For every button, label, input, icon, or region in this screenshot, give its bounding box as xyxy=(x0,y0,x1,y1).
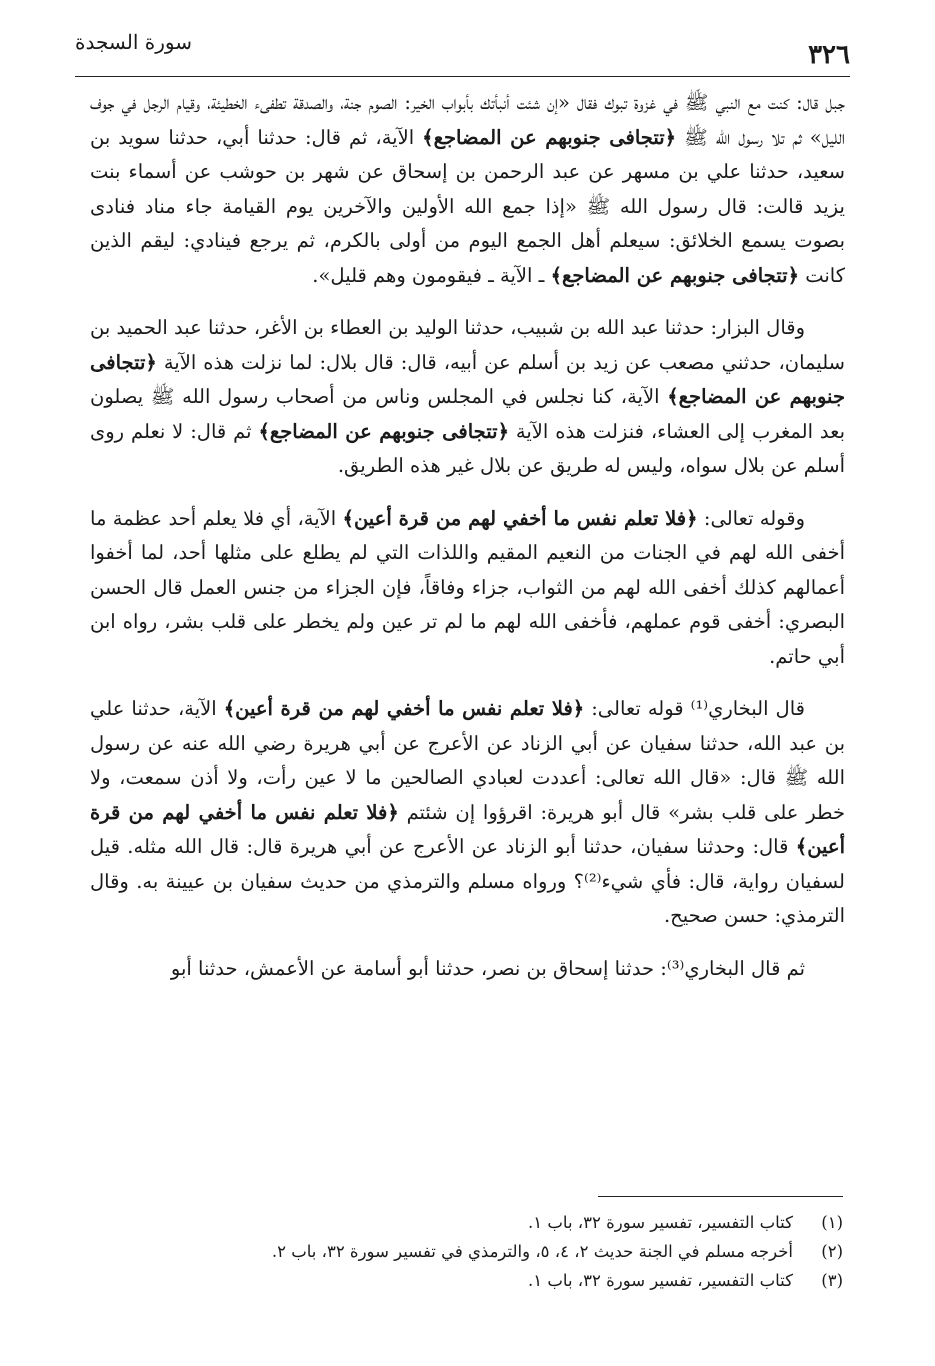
footnote xyxy=(90,1266,843,1295)
paragraph xyxy=(90,86,845,293)
text-run: ثم قال البخاري xyxy=(684,956,805,980)
quran-verse: ﴿تتجافى جنوبهم عن المضاجع﴾ xyxy=(550,263,799,287)
page-header xyxy=(75,30,850,77)
quran-verse: ﴿تتجافى جنوبهم عن المضاجع﴾ xyxy=(90,350,845,408)
text-run: وقال البزار: حدثنا عبد الله بن شبيب، حدثنا الوليد بن العطاء بن الأغر، حدثنا عبد الحميد بن سليمان، حدثني مصعب عن زيد بن أسلم عن أبيه، قال: قال بلال: لما نزلت هذه الآية xyxy=(90,316,845,374)
footnote-text: كتاب التفسير، تفسير سورة ٣٢، باب ١. xyxy=(528,1271,793,1290)
text-run: ـ الآية ـ فيقومون وهم قليل». xyxy=(312,263,551,287)
text-run: ثم قال: لا نعلم روى أسلم عن بلال سواه، وليس له طريق عن بلال غير هذه الطريق. xyxy=(90,419,845,477)
quran-verse: ﴿تتجافى جنوبهم عن المضاجع﴾ xyxy=(258,419,510,443)
text-run: ⁽¹⁾ xyxy=(690,697,709,720)
footnote xyxy=(90,1237,843,1266)
body-text xyxy=(90,86,845,1004)
text-run: قال: وحدثنا سفيان، حدثنا أبو الزناد عن الأعرج عن أبي هريرة قال: قال الله مثله. قيل لسفيان رواية، قال: فأي شيء xyxy=(90,835,845,893)
footnotes xyxy=(90,1208,843,1295)
footnote-text: أخرجه مسلم في الجنة حديث ٢، ٤، ٥، والترمذي في تفسير سورة ٣٢، باب ٢. xyxy=(271,1242,793,1261)
text-run: ⁽²⁾ xyxy=(584,869,602,893)
quran-verse: ﴿تتجافى جنوبهم عن المضاجع﴾ xyxy=(422,125,677,149)
text-run: قال البخاري xyxy=(708,697,805,720)
text-run: ؟ ورواه مسلم والترمذي من حديث سفيان بن عيينة به. وقال الترمذي: حسن صحيح. xyxy=(90,869,845,927)
quran-verse: ﴿فلا تعلم نفس ما أخفي لهم من قرة أعين﴾ xyxy=(90,800,845,858)
footnote-number: (١) xyxy=(821,1213,843,1232)
quran-verse: ﴿فلا تعلم نفس ما أخفي لهم من قرة أعين﴾ xyxy=(342,506,698,530)
footnote-number: (٢) xyxy=(821,1242,843,1261)
paragraph xyxy=(90,311,845,484)
paragraph xyxy=(90,952,845,987)
text-run: قوله تعالى: xyxy=(584,697,691,720)
text-run: وقوله تعالى: xyxy=(697,506,805,530)
text-run: الآية، كنا نجلس في المجلس وناس من أصحاب رسول الله ﷺ يصلون بعد المغرب إلى العشاء، فنزلت هذه الآية xyxy=(90,385,845,443)
footnote-divider xyxy=(598,1196,843,1197)
text-run: الآية، أي فلا يعلم أحد عظمة ما أخفى الله لهم في الجنات من النعيم المقيم واللذات التي لم يطلع على مثلها أحد، لما أخفوا أعمالهم كذلك أخفى الله لهم من الثواب، جزاء وفاقاً، فإن الجزاء من جنس العمل قال الحسن البصري: أخفى قوم عملهم، فأخفى الله لهم ما لم تر عين ولم يخطر على قلب بشر، رواه ابن أبي حاتم. xyxy=(90,506,845,668)
footnote-text: كتاب التفسير، تفسير سورة ٣٢، باب ١. xyxy=(528,1213,793,1232)
footnote-number: (٣) xyxy=(821,1271,843,1290)
surah-title: سورة السجدة xyxy=(75,30,192,54)
footnote xyxy=(90,1208,843,1237)
quran-verse: ﴿فلا تعلم نفس ما أخفي لهم من قرة أعين﴾ xyxy=(223,697,585,720)
paragraph xyxy=(90,692,845,934)
page-number: ٣٢٦ xyxy=(808,40,850,70)
text-run: : حدثنا إسحاق بن نصر، حدثنا أبو أسامة عن الأعمش، حدثنا أبو xyxy=(170,956,667,980)
text-run: جبل قال: كنت مع النبي ﷺ في غزوة تبوك فقال «إن شئت أنبأتك بأبواب الخير: الصوم جنة، والصدقة تطفىء الخطيئة، وقيام الرجل في جوف الليل» ثم تلا رسول الله ﷺ xyxy=(90,91,845,149)
paragraph xyxy=(90,502,845,675)
text-run: الآية، ثم قال: حدثنا أبي، حدثنا سويد بن سعيد، حدثنا علي بن مسهر عن عبد الرحمن بن إسحاق عن شهر بن حوشب عن أسماء بنت يزيد قالت: قال رسول الله ﷺ «إذا جمع الله الأولين والآخرين يوم القيامة جاء مناد فنادى بصوت يسمع الخلائق: سيعلم أهل الجمع اليوم من أولى بالكرم، ثم يرجع فينادي: ليقم الذين كانت xyxy=(90,125,845,287)
text-run: ⁽³⁾ xyxy=(666,956,685,980)
text-run: الآية، حدثنا علي بن عبد الله، حدثنا سفيان عن أبي الزناد عن الأعرج عن أبي هريرة رضي الله عنه عن رسول الله ﷺ قال: «قال الله تعالى: أعددت لعبادي الصالحين ما لا عين رأت، ولا أذن سمعت، ولا خطر على قلب بشر» قال أبو هريرة: اقرؤوا إن شئتم xyxy=(90,697,846,824)
